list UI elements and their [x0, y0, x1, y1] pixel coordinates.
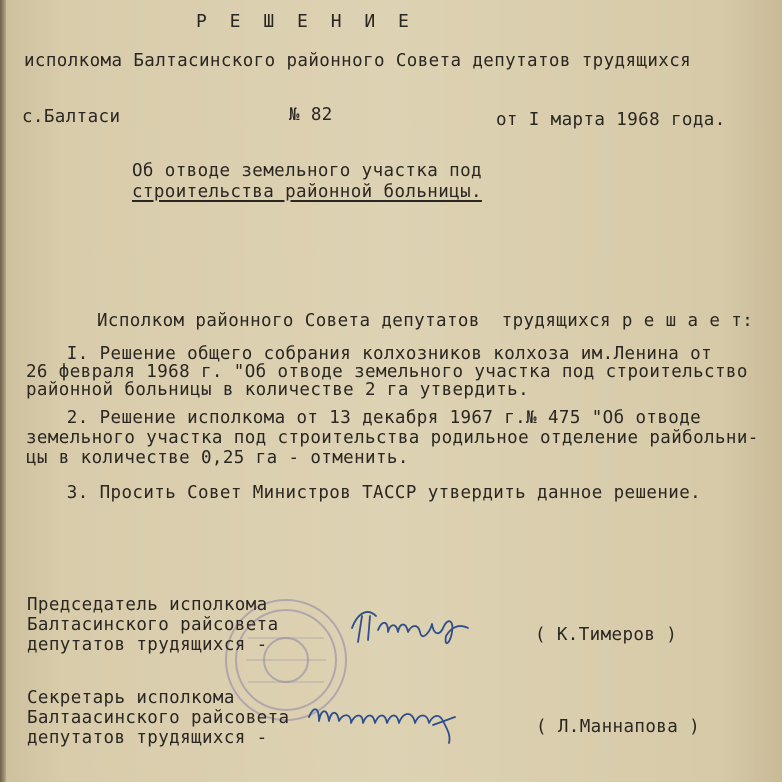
- document-subtitle: исполкома Балтасинского районного Совета депутатов трудящихся: [24, 51, 692, 71]
- signatory-2-title-line-3: депутатов трудящихся -: [27, 728, 268, 748]
- subject-line-2: строительства районной больницы.: [132, 182, 482, 202]
- item-1-line-1: I. Решение общего собрания колхозников колхоза им.Ленина от: [34, 344, 713, 364]
- signatory-2-name: ( Л.Маннапова ): [536, 717, 701, 737]
- document-title: Р Е Ш Е Н И Е: [196, 11, 415, 32]
- signatory-1-title-line-1: Председатель исполкома: [27, 595, 268, 615]
- item-2-line-1: 2. Решение исполкома от 13 декабря 1967 г.№ 475 "Об отводе: [34, 408, 702, 428]
- document-place: с.Балтаси: [22, 107, 121, 127]
- signatory-2-title-line-2: Балтаасинского райсовета: [27, 708, 290, 728]
- subject-line-1: Об отводе земельного участка под: [132, 161, 482, 181]
- handwritten-signature-2: [305, 695, 475, 751]
- page-binding-edge: [0, 0, 6, 782]
- handwritten-signature-1: [348, 602, 478, 650]
- signatory-1-name: ( К.Тимеров ): [535, 625, 678, 645]
- item-2-line-3: цы в количестве 0,25 га - отменить.: [26, 448, 409, 468]
- item-3-line-1: 3. Просить Совет Министров ТАССР утвердить данное решение.: [34, 483, 702, 503]
- signatory-1-title-line-3: депутатов трудящихся -: [27, 635, 268, 655]
- resolution-intro: Исполком районного Совета депутатов трудящихся р е ш а е т:: [97, 311, 754, 331]
- item-2-line-2: земельного участка под строительства родильное отделение райбольни-: [26, 428, 759, 448]
- document-date: от I марта 1968 года.: [496, 110, 726, 130]
- document-number: № 82: [289, 105, 333, 125]
- item-1-line-3: районной больницы в количестве 2 га утвердить.: [26, 380, 530, 400]
- item-1-line-2: 26 февраля 1968 г. "Об отводе земельного участка под строительство: [26, 362, 748, 382]
- signatory-2-title-line-1: Секретарь исполкома: [27, 688, 235, 708]
- signatory-1-title-line-2: Балтасинского райсовета: [27, 615, 279, 635]
